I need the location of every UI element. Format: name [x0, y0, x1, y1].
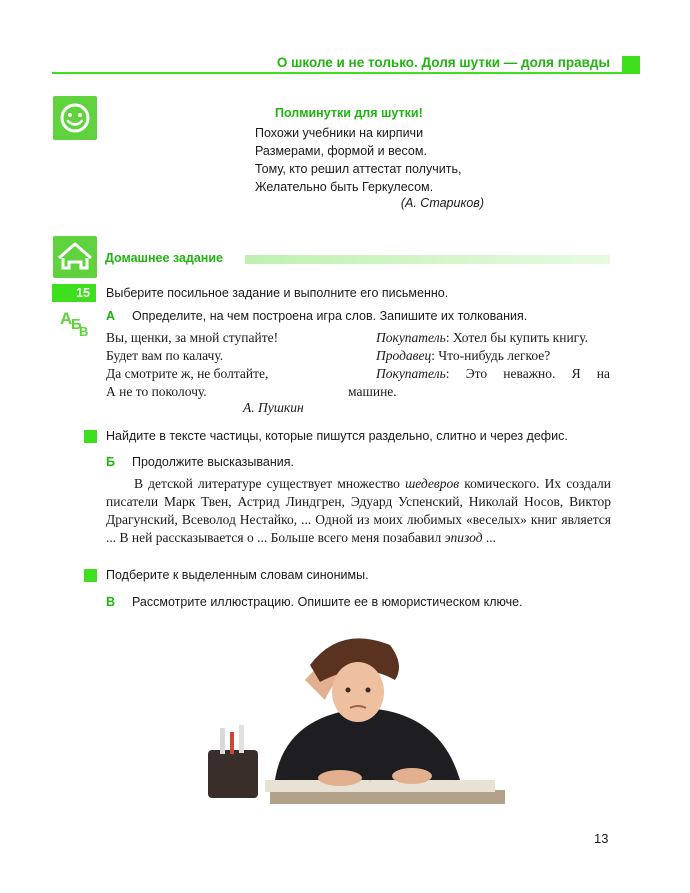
section-bar	[245, 255, 610, 264]
header-marker	[622, 56, 640, 74]
page-number: 13	[594, 831, 609, 846]
dialog-line: Продавец: Что-нибудь легкое?	[376, 348, 551, 363]
poem-line: Размерами, формой и весом.	[255, 144, 427, 158]
verse-line: Да смотрите ж, не болтайте,	[106, 366, 269, 381]
part-b-task: Продолжите высказывания.	[132, 455, 294, 469]
abc-letters-icon	[58, 308, 92, 338]
task-instruction: Выберите посильное задание и выполните его письменно.	[106, 286, 449, 300]
part-b-paragraph: В детской литературе существует множество шедевров комического. Их создали писатели Марк Твен, Астрид Линдгрен, Эдуард Успенский, Николай Носов, Виктор Драгунский, Всеволод Нестайко, ... Одной из моих любимых «веселых» книг является ... В ней рассказывается о ... Больше всего меня позабавил эпизод ...	[106, 476, 611, 545]
poem-line: Похожи учебники на кирпичи	[255, 126, 424, 140]
verse-line: Вы, щенки, за мной ступайте!	[106, 330, 279, 345]
part-a-letter: А	[106, 309, 116, 323]
bullet-square	[84, 569, 97, 582]
smiley-icon	[53, 96, 97, 140]
part-v-letter: В	[106, 595, 116, 609]
dialog-line: Покупатель: Это неважно. Я на машине.	[348, 366, 610, 399]
poem-author: (А. Стариков)	[400, 196, 484, 210]
house-icon	[53, 236, 97, 278]
homework-title: Домашнее задание	[105, 251, 229, 265]
verse-author: А. Пушкин	[243, 400, 304, 415]
bullet-square	[84, 430, 97, 443]
verse-line: Будет вам по калачу.	[106, 348, 224, 363]
svg-text:А: А	[60, 309, 73, 328]
part-v-task: Рассмотрите иллюстрацию. Опишите ее в юмористическом ключе.	[132, 595, 523, 609]
dialog	[348, 329, 610, 401]
header-rule	[52, 72, 622, 74]
running-header-title: О школе и не только. Доля шутки — доля правды	[276, 55, 610, 70]
part-a-task: Определите, на чем построена игра слов. Запишите их толкования.	[132, 309, 528, 323]
svg-text:В: В	[79, 324, 89, 338]
verse	[106, 329, 278, 401]
synonyms-task: Подберите к выделенным словам синонимы.	[106, 568, 369, 582]
poem-line: Тому, кто решил аттестат получить,	[255, 162, 462, 176]
verse-line: А не то поколочу.	[106, 384, 207, 399]
particles-task: Найдите в тексте частицы, которые пишутся раздельно, слитно и через дефис.	[106, 429, 568, 443]
part-b-letter: Б	[106, 455, 115, 469]
boy-with-books-illustration	[190, 620, 520, 820]
task-number-badge: 15	[52, 284, 96, 302]
poem-title: Полминутки для шутки!	[275, 106, 423, 120]
svg-text:Б: Б	[71, 316, 82, 333]
poem	[255, 124, 461, 196]
dialog-line: Покупатель: Хотел бы купить книгу.	[376, 330, 588, 345]
poem-line: Желательно быть Геркулесом.	[255, 180, 434, 194]
